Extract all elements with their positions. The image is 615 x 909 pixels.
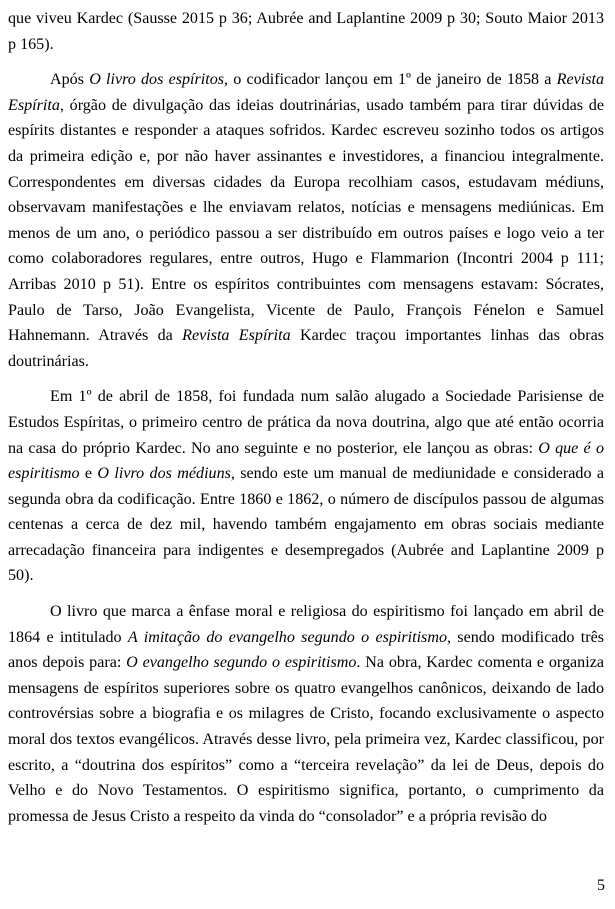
book-title: O livro dos espíritos (89, 71, 225, 89)
book-title: O que é o espiritismo (8, 439, 604, 483)
paragraph-text: e (79, 465, 98, 483)
paragraph (8, 384, 604, 589)
paragraph (8, 6, 604, 57)
journal-title: Revista Espírita (182, 327, 291, 345)
paragraph-text: . Na obra, Kardec comenta e organiza mensagens de espíritos superiores sobre os quatro evangelhos canônicos, deixando de lado controvérsias sobre a biografia e os milagres de Cristo, focando exclusivamente o aspecto moral dos textos evangélicos. Através desse livro, pela primeira vez, Kardec classificou, por escrito, a “doutrina dos espíritos” como a “terceira revelação” da lei de Deus, depois do Velho e do Novo Testamentos. O espiritismo significa, portanto, o cumprimento da promessa de Jesus Cristo a respeito da vinda do “consolador” e a própria revisão do (8, 654, 604, 825)
paragraph-text: Kardec traçou importantes linhas das obras doutrinárias. (8, 327, 605, 370)
paragraph-text: Em 1º de abril de 1858, foi fundada num salão alugado a Sociedade Parisiense de Estudos Espíritas, o primeiro centro de prática da nova doutrina, algo que até então ocorria na casa do próprio Kardec. No ano seguinte e no posterior, ele lançou as obras: (8, 388, 604, 457)
document-page (8, 6, 604, 829)
book-title: A imitação do evangelho segundo o espiritismo, (127, 628, 452, 646)
paragraph (8, 599, 604, 829)
book-title: O evangelho segundo o espiritismo (126, 654, 357, 672)
journal-title: Revista Espírita (8, 71, 604, 114)
paragraph-text: O livro que marca a ênfase moral e religiosa do espiritismo foi lançado em abril de 1864 e intitulado (8, 603, 604, 646)
book-title: O livro dos médiuns, (97, 465, 235, 483)
paragraph (8, 67, 604, 374)
paragraph-text: sendo este um manual de mediunidade e considerado a segunda obra da codificação. Entre 1860 e 1862, o número de discípulos passou de algumas centenas a cerca de dez mil, havendo também engajamento em obras sociais mediante arrecadação financeira para indigentes e desempregados (Aubrée and Laplantine 2009 p 50). (8, 465, 604, 585)
paragraph-text: Após (50, 71, 90, 89)
paragraph-text: , o codificador lançou em 1º de janeiro de 1858 a (224, 71, 557, 89)
paragraph-text: , órgão de divulgação das ideias doutrinárias, usado também para tirar dúvidas de espírits distantes e responder a ataques sofridos. Kardec escreveu sozinho todos os artigos da primeira edição e, por não haver assinantes e investidores, a financiou integralmente. Correspondentes em diversas cidades da Europa recolhiam casos, estudavam médiuns, observavam manifestações e lhe enviavam relatos, notícias e mensagens mediúnicas. Em menos de um ano, o periódico passou a ser distribuído em outros países e logo veio a ter como colaboradores regulares, entre outros, Hugo e Flammarion (Incontri 2004 p 111; Arribas 2010 p 51). Entre os espíritos contribuintes com mensagens estavam: Sócrates, Paulo de Tarso, João Evangelista, Vicente de Paulo, François Fénelon e Samuel Hahnemann. Através da (8, 96, 604, 345)
paragraph-text: que viveu Kardec (Sausse 2015 p 36; Aubrée and Laplantine 2009 p 30; Souto Maior 2013 p 165). (8, 10, 604, 53)
paragraph-text: sendo modificado três anos depois para: (8, 628, 604, 672)
page-number: 5 (597, 877, 605, 894)
